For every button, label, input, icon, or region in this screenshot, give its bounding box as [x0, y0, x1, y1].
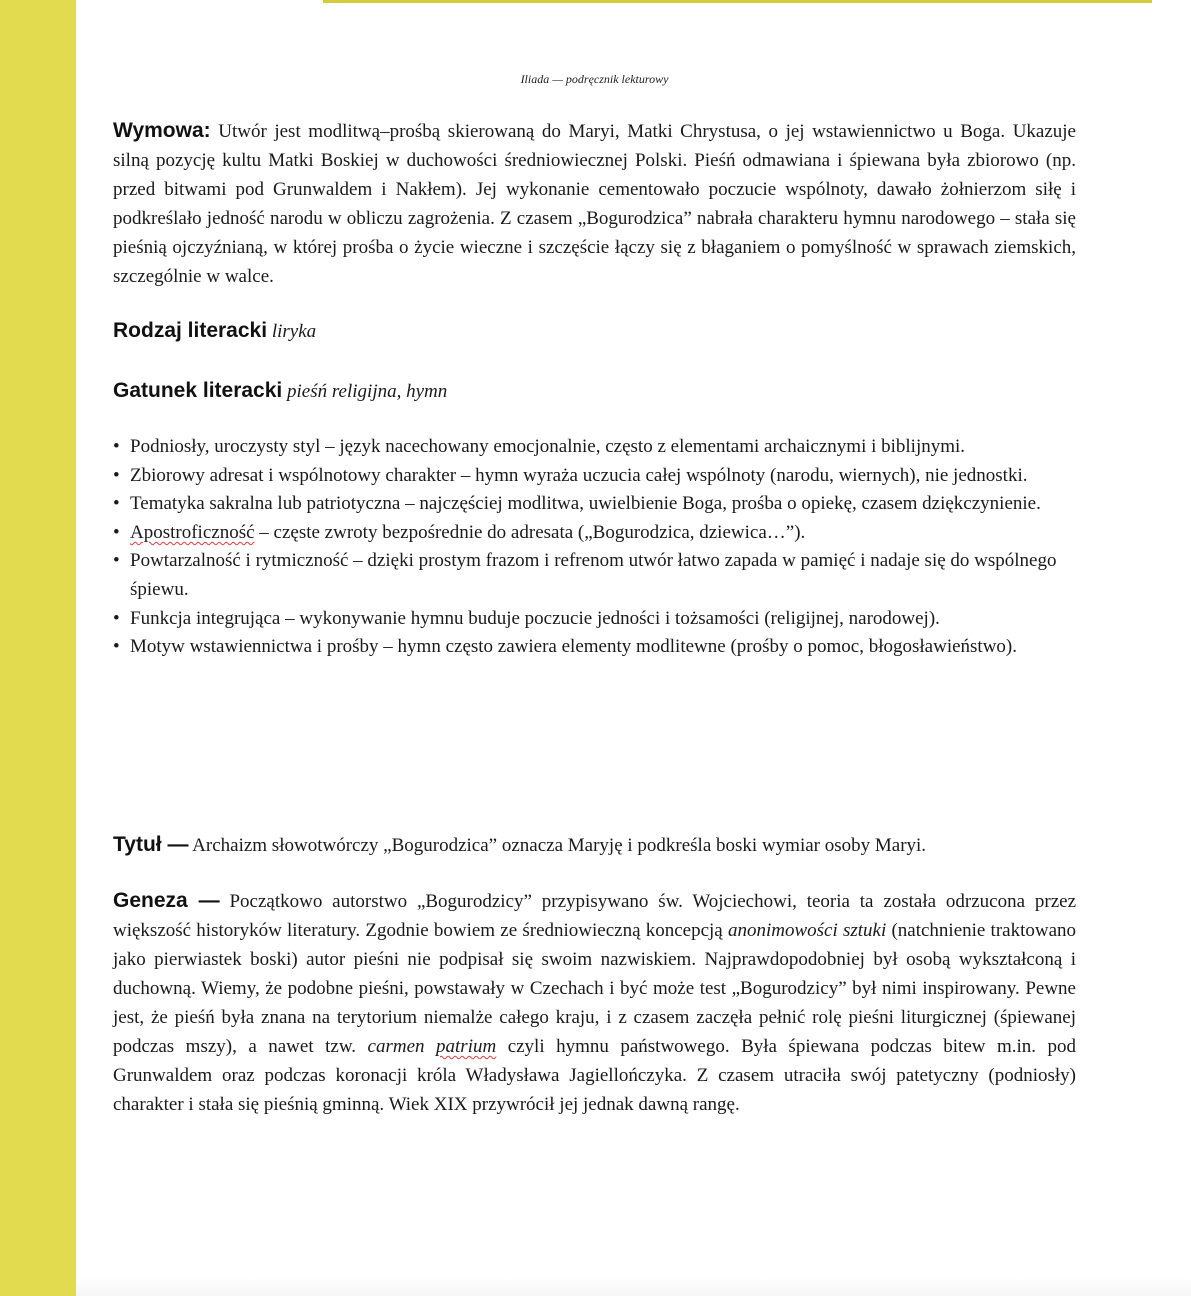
rodzaj-value: liryka: [271, 321, 317, 342]
bullet-icon: •: [113, 493, 120, 515]
gatunek-value: pieśń religijna, hymn: [287, 381, 448, 402]
rodzaj-label: Rodzaj literacki: [113, 319, 268, 342]
page-bottom-shadow: [76, 1278, 1191, 1296]
tytul-label: Tytuł —: [113, 833, 189, 856]
bullet-icon: •: [113, 636, 120, 658]
running-header: Iliada — podręcznik lekturowy: [520, 72, 669, 86]
spellcheck-flagged-term[interactable]: Apostroficzność: [130, 521, 255, 543]
tytul-text: Archaizm słowotwórczy „Bogurodzica” oznacza Maryję i podkreśla boski wymiar osoby Maryi.: [192, 835, 927, 856]
geneza-text-1: Początkowo autorstwo „Bogurodzicy” przypisywano św. Wojciechowi, teoria ta została odrzucona przez większość historyków literatury. Zgodnie bowiem ze średniowieczną koncepcją: [113, 891, 1076, 941]
wymowa-paragraph: [113, 116, 1076, 291]
list-item: [113, 605, 1076, 634]
list-item-text: Podniosły, uroczysty styl – język nacechowany emocjonalnie, często z elementami archaicznymi i biblijnymi.: [130, 436, 966, 457]
gatunek-label: Gatunek literacki: [113, 379, 283, 402]
list-item: [113, 519, 1076, 548]
list-item: [113, 433, 1076, 462]
yellow-margin-strip: [0, 0, 76, 1296]
geneza-emphasis-carmen: carmen: [367, 1036, 425, 1057]
bullet-icon: •: [113, 436, 120, 457]
bullet-icon: •: [113, 607, 120, 629]
list-item: [113, 547, 1076, 604]
list-item-text: Motyw wstawiennictwa i prośby – hymn często zawiera elementy modlitewne (prośby o pomoc, błogosławieństwo).: [130, 636, 1017, 658]
gatunek-line: [113, 376, 1076, 406]
geneza-paragraph: [113, 886, 1076, 1119]
top-accent-line: [323, 0, 1152, 3]
geneza-emphasis-anonimowosc: anonimowości sztuki: [727, 920, 887, 941]
bullet-icon: •: [113, 521, 120, 543]
wymowa-text: Utwór jest modlitwą–prośbą skierowaną do Maryi, Matki Chrystusa, o jej wstawiennictwo u Boga. Ukazuje silną pozycję kultu Matki Boskiej w duchowości średniowiecznej Polski. Pieśń odmawiana i śpiewana była zbiorowo (np. przed bitwami pod Grunwaldem i Nakłem). Jej wykonanie cementowało poczucie wspólnoty, dawało żołnierzom siłę i podkreślało jedność narodu w obliczu zagrożenia. Z czasem „Bogurodzica” nabrała charakteru hymnu narodowego – stała się pieśnią ojczyźnianą, w której prośba o życie wieczne i szczęście łączy się z błaganiem o pomyślność w sprawach ziemskich, szczególnie w walce.: [113, 121, 1076, 287]
bullet-icon: •: [113, 464, 120, 486]
list-item: [113, 490, 1076, 519]
bullet-icon: •: [113, 550, 120, 572]
wymowa-label: Wymowa:: [113, 119, 211, 142]
geneza-text-2: (natchnienie traktowano jako pierwiastek boski) autor pieśni nie podpisał się swoim nazwiskiem. Najprawdopodobniej był osobą wykształconą i duchowną. Wiemy, że podobne pieśni, powstawały w Czechach i być może test „Bogurodzicy” był nimi inspirowany. Pewne jest, że pieśń była znana na terytorium niemalże całego kraju, i z czasem zaczęła pełnić rolę pieśni liturgicznej (śpiewanej podczas mszy), a nawet tzw.: [113, 920, 1077, 1057]
list-item-text: Powtarzalność i rytmiczność – dzięki prostym frazom i refrenom utwór łatwo zapada w pamięć i nadaje się do wspólnego śpiewu.: [130, 550, 1057, 600]
list-item: [113, 633, 1076, 662]
geneza-text-3: czyli hymnu państwowego. Była śpiewana podczas bitew m.in. pod Grunwaldem oraz podczas koronacji króla Władysława Jagiellończyka. Z czasem utraciła swój patetyczny (podniosły) charakter i stała się pieśnią gminną. Wiek XIX przywrócił jej jednak dawną rangę.: [113, 1036, 1077, 1115]
hymn-features-list: [113, 433, 1076, 662]
rodzaj-line: [113, 316, 1076, 346]
geneza-label: Geneza —: [113, 889, 220, 912]
list-item-text: Funkcja integrująca – wykonywanie hymnu buduje poczucie jedności i tożsamości (religijnej, narodowej).: [130, 607, 940, 629]
spellcheck-flagged-word[interactable]: patrium: [436, 1036, 497, 1057]
tytul-paragraph: [113, 830, 1076, 860]
list-item-text: Zbiorowy adresat i wspólnotowy charakter – hymn wyraża uczucia całej wspólnoty (narodu, wiernych), nie jednostki.: [130, 464, 1028, 486]
list-item-text: – częste zwroty bezpośrednie do adresata („Bogurodzica, dziewica…”).: [254, 521, 806, 543]
list-item: [113, 462, 1076, 491]
list-item-text: Tematyka sakralna lub patriotyczna – najczęściej modlitwa, uwielbienie Boga, prośba o opiekę, czasem dziękczynienie.: [130, 493, 1041, 515]
